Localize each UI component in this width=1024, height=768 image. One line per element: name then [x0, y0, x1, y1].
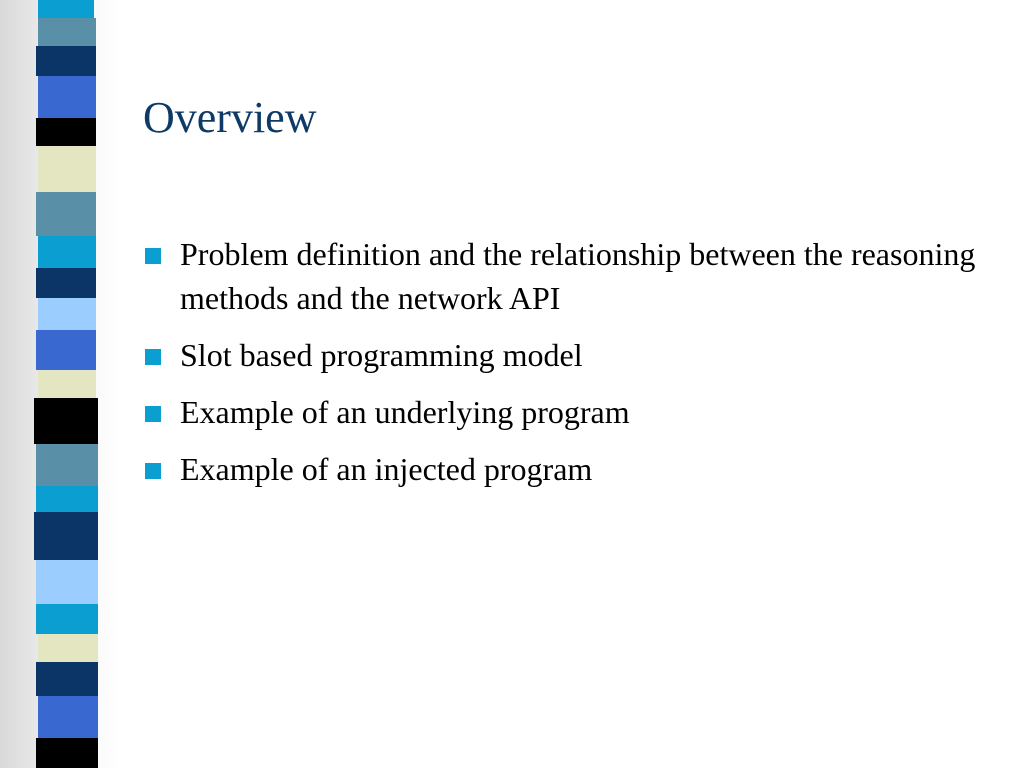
stripe-band	[36, 118, 96, 146]
list-item	[143, 390, 983, 434]
stripe-band	[34, 512, 98, 560]
stripe-band	[36, 662, 98, 696]
stripe-band	[38, 298, 96, 330]
stripe-band	[38, 18, 96, 46]
stripe-band	[38, 370, 96, 398]
stripe-band	[38, 146, 96, 192]
stripe-band	[36, 444, 98, 486]
stripe-band	[38, 634, 98, 662]
stripe-band	[36, 330, 96, 370]
stripe-band	[36, 604, 98, 634]
decorative-stripe-column	[34, 0, 100, 768]
stripe-band	[38, 696, 98, 738]
list-item	[143, 232, 983, 320]
square-bullet-icon	[145, 463, 161, 479]
bullet-text: Example of an injected program	[180, 451, 593, 487]
list-item	[143, 333, 983, 377]
stripe-band	[38, 236, 96, 268]
stripe-band	[36, 738, 98, 768]
stripe-band	[34, 398, 98, 444]
bullet-text: Example of an underlying program	[180, 394, 630, 430]
stripe-band	[38, 0, 94, 18]
bullet-text: Problem definition and the relationship between the reasoning methods and the network API	[180, 236, 976, 316]
stripe-band	[36, 46, 96, 76]
list-item	[143, 447, 983, 491]
stripe-band	[36, 268, 96, 298]
square-bullet-icon	[145, 406, 161, 422]
stripe-band	[38, 76, 96, 118]
square-bullet-icon	[145, 248, 161, 264]
slide-title: Overview	[143, 93, 317, 142]
bullet-list	[143, 232, 983, 504]
bullet-text: Slot based programming model	[180, 337, 583, 373]
stripe-band	[36, 486, 98, 512]
square-bullet-icon	[145, 349, 161, 365]
stripe-band	[36, 192, 96, 236]
stripe-band	[36, 560, 98, 604]
